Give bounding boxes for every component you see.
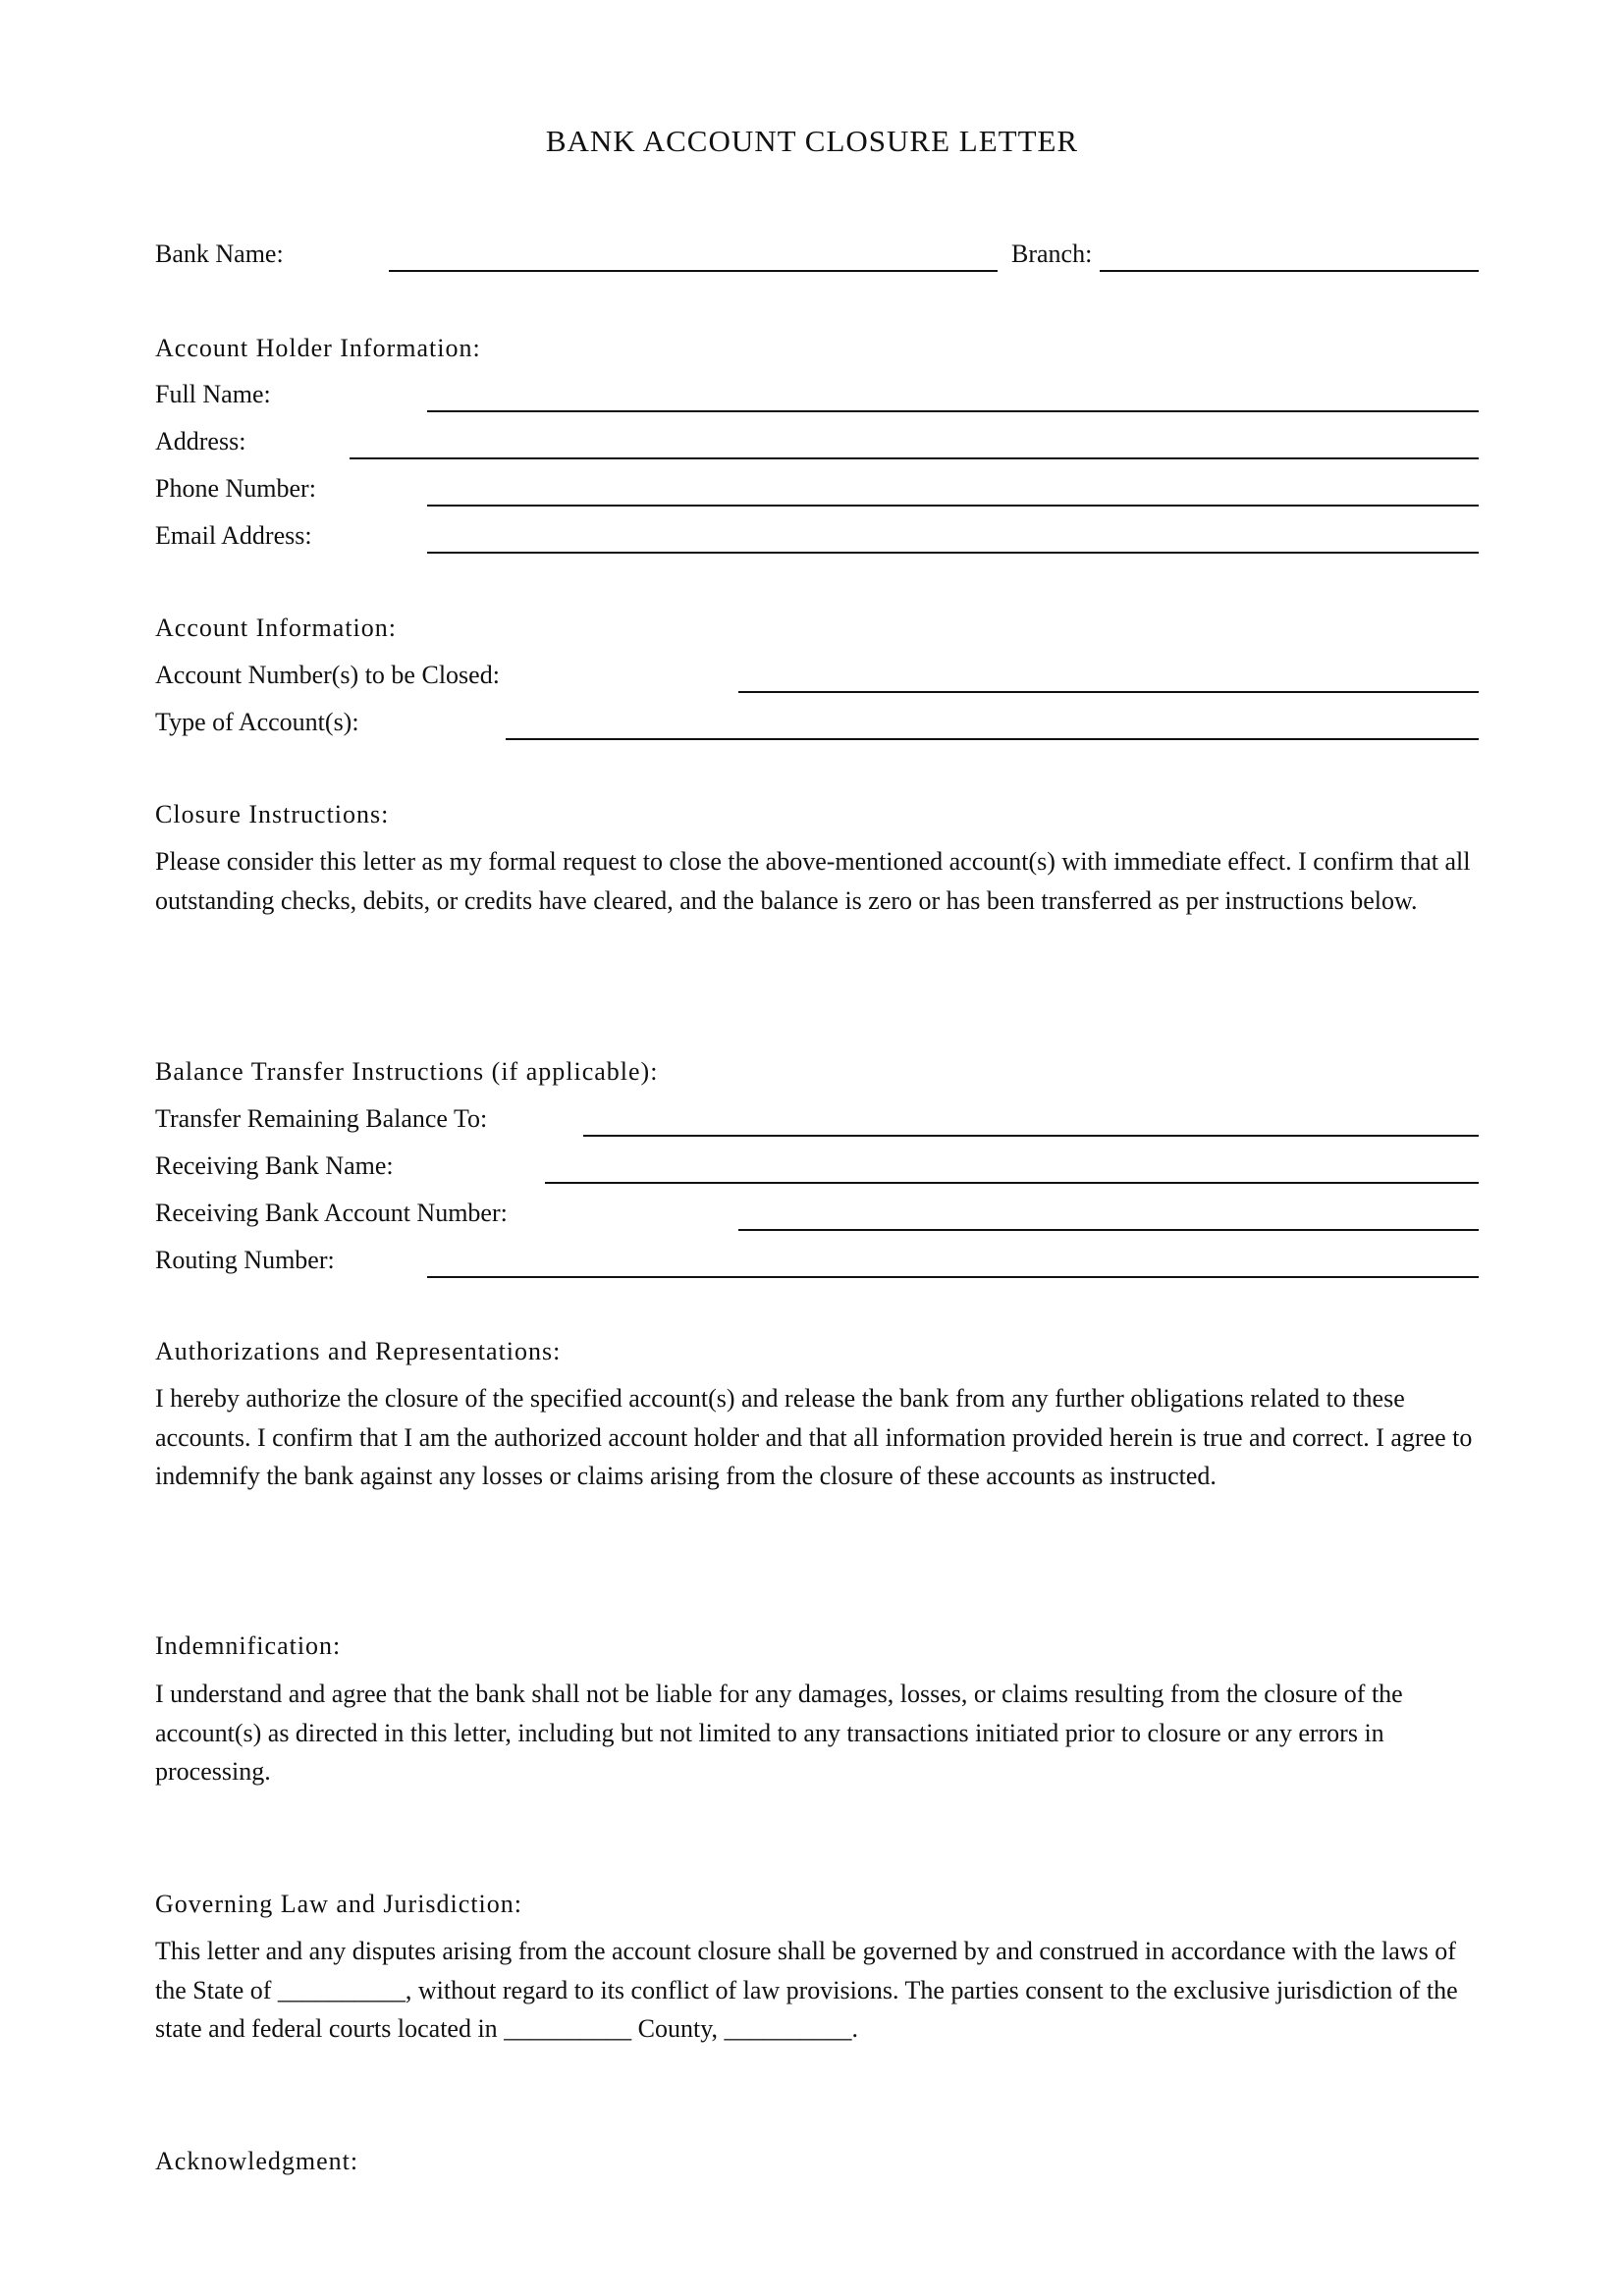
authorizations-heading: Authorizations and Representations: bbox=[155, 1337, 562, 1365]
authorizations-text: I hereby authorize the closure of the specified account(s) and release the bank from any further obligations related to these accounts. I confirm that I am the authorized account holder and that all information provided herein is true and correct. I agree to indemnify the bank against any losses or claims arising from the closure of these accounts as instructed. bbox=[155, 1384, 1473, 1490]
address-label: Address: bbox=[155, 427, 246, 455]
closure-instructions-heading: Closure Instructions: bbox=[155, 800, 390, 828]
balance-transfer-heading: Balance Transfer Instructions (if applicable): bbox=[155, 1057, 659, 1086]
account-type-field[interactable] bbox=[506, 738, 1479, 740]
receiving-account-number-field[interactable] bbox=[738, 1229, 1479, 1231]
transfer-remaining-label: Transfer Remaining Balance To: bbox=[155, 1104, 488, 1133]
indemnification-heading: Indemnification: bbox=[155, 1631, 342, 1660]
account-numbers-label: Account Number(s) to be Closed: bbox=[155, 661, 500, 689]
routing-number-label: Routing Number: bbox=[155, 1246, 335, 1274]
email-address-label: Email Address: bbox=[155, 521, 312, 550]
address-field[interactable] bbox=[350, 457, 1479, 459]
account-type-label: Type of Account(s): bbox=[155, 708, 359, 736]
receiving-bank-name-field[interactable] bbox=[545, 1182, 1479, 1184]
branch-label: Branch: bbox=[1011, 240, 1093, 268]
branch-field[interactable] bbox=[1100, 270, 1479, 272]
bank-name-field[interactable] bbox=[389, 270, 998, 272]
indemnification-text: I understand and agree that the bank shall not be liable for any damages, losses, or claims resulting from the closure of the account(s) as directed in this letter, including but not limited to any transactions initiated prior to closure or any errors in processing. bbox=[155, 1680, 1403, 1786]
bank-name-label: Bank Name: bbox=[155, 240, 284, 268]
transfer-remaining-field[interactable] bbox=[583, 1135, 1479, 1137]
governing-law-heading: Governing Law and Jurisdiction: bbox=[155, 1890, 522, 1918]
account-holder-heading: Account Holder Information: bbox=[155, 334, 481, 362]
document-title: BANK ACCOUNT CLOSURE LETTER bbox=[545, 124, 1079, 158]
account-information-heading: Account Information: bbox=[155, 614, 397, 642]
closure-instructions-text: Please consider this letter as my formal request to close the above-mentioned account(s) with immediate effect. I confirm that all outstanding checks, debits, or credits have cleared, and the balance is zero or has been transferred as per instructions below. bbox=[155, 847, 1471, 915]
phone-number-label: Phone Number: bbox=[155, 474, 316, 503]
acknowledgment-heading: Acknowledgment: bbox=[155, 2147, 359, 2175]
full-name-field[interactable] bbox=[427, 410, 1479, 412]
email-address-field[interactable] bbox=[427, 552, 1479, 554]
receiving-bank-name-label: Receiving Bank Name: bbox=[155, 1151, 394, 1180]
routing-number-field[interactable] bbox=[427, 1276, 1479, 1278]
governing-law-text: This letter and any disputes arising from the account closure shall be governed by and construed in accordance with the laws of the State of __________, without regard to its conflict of law provisions. The parties consent to the exclusive jurisdiction of the state and federal courts located in __________ County, __________. bbox=[155, 1937, 1458, 2043]
receiving-account-number-label: Receiving Bank Account Number: bbox=[155, 1199, 508, 1227]
full-name-label: Full Name: bbox=[155, 380, 271, 408]
account-numbers-field[interactable] bbox=[738, 691, 1479, 693]
phone-number-field[interactable] bbox=[427, 505, 1479, 507]
